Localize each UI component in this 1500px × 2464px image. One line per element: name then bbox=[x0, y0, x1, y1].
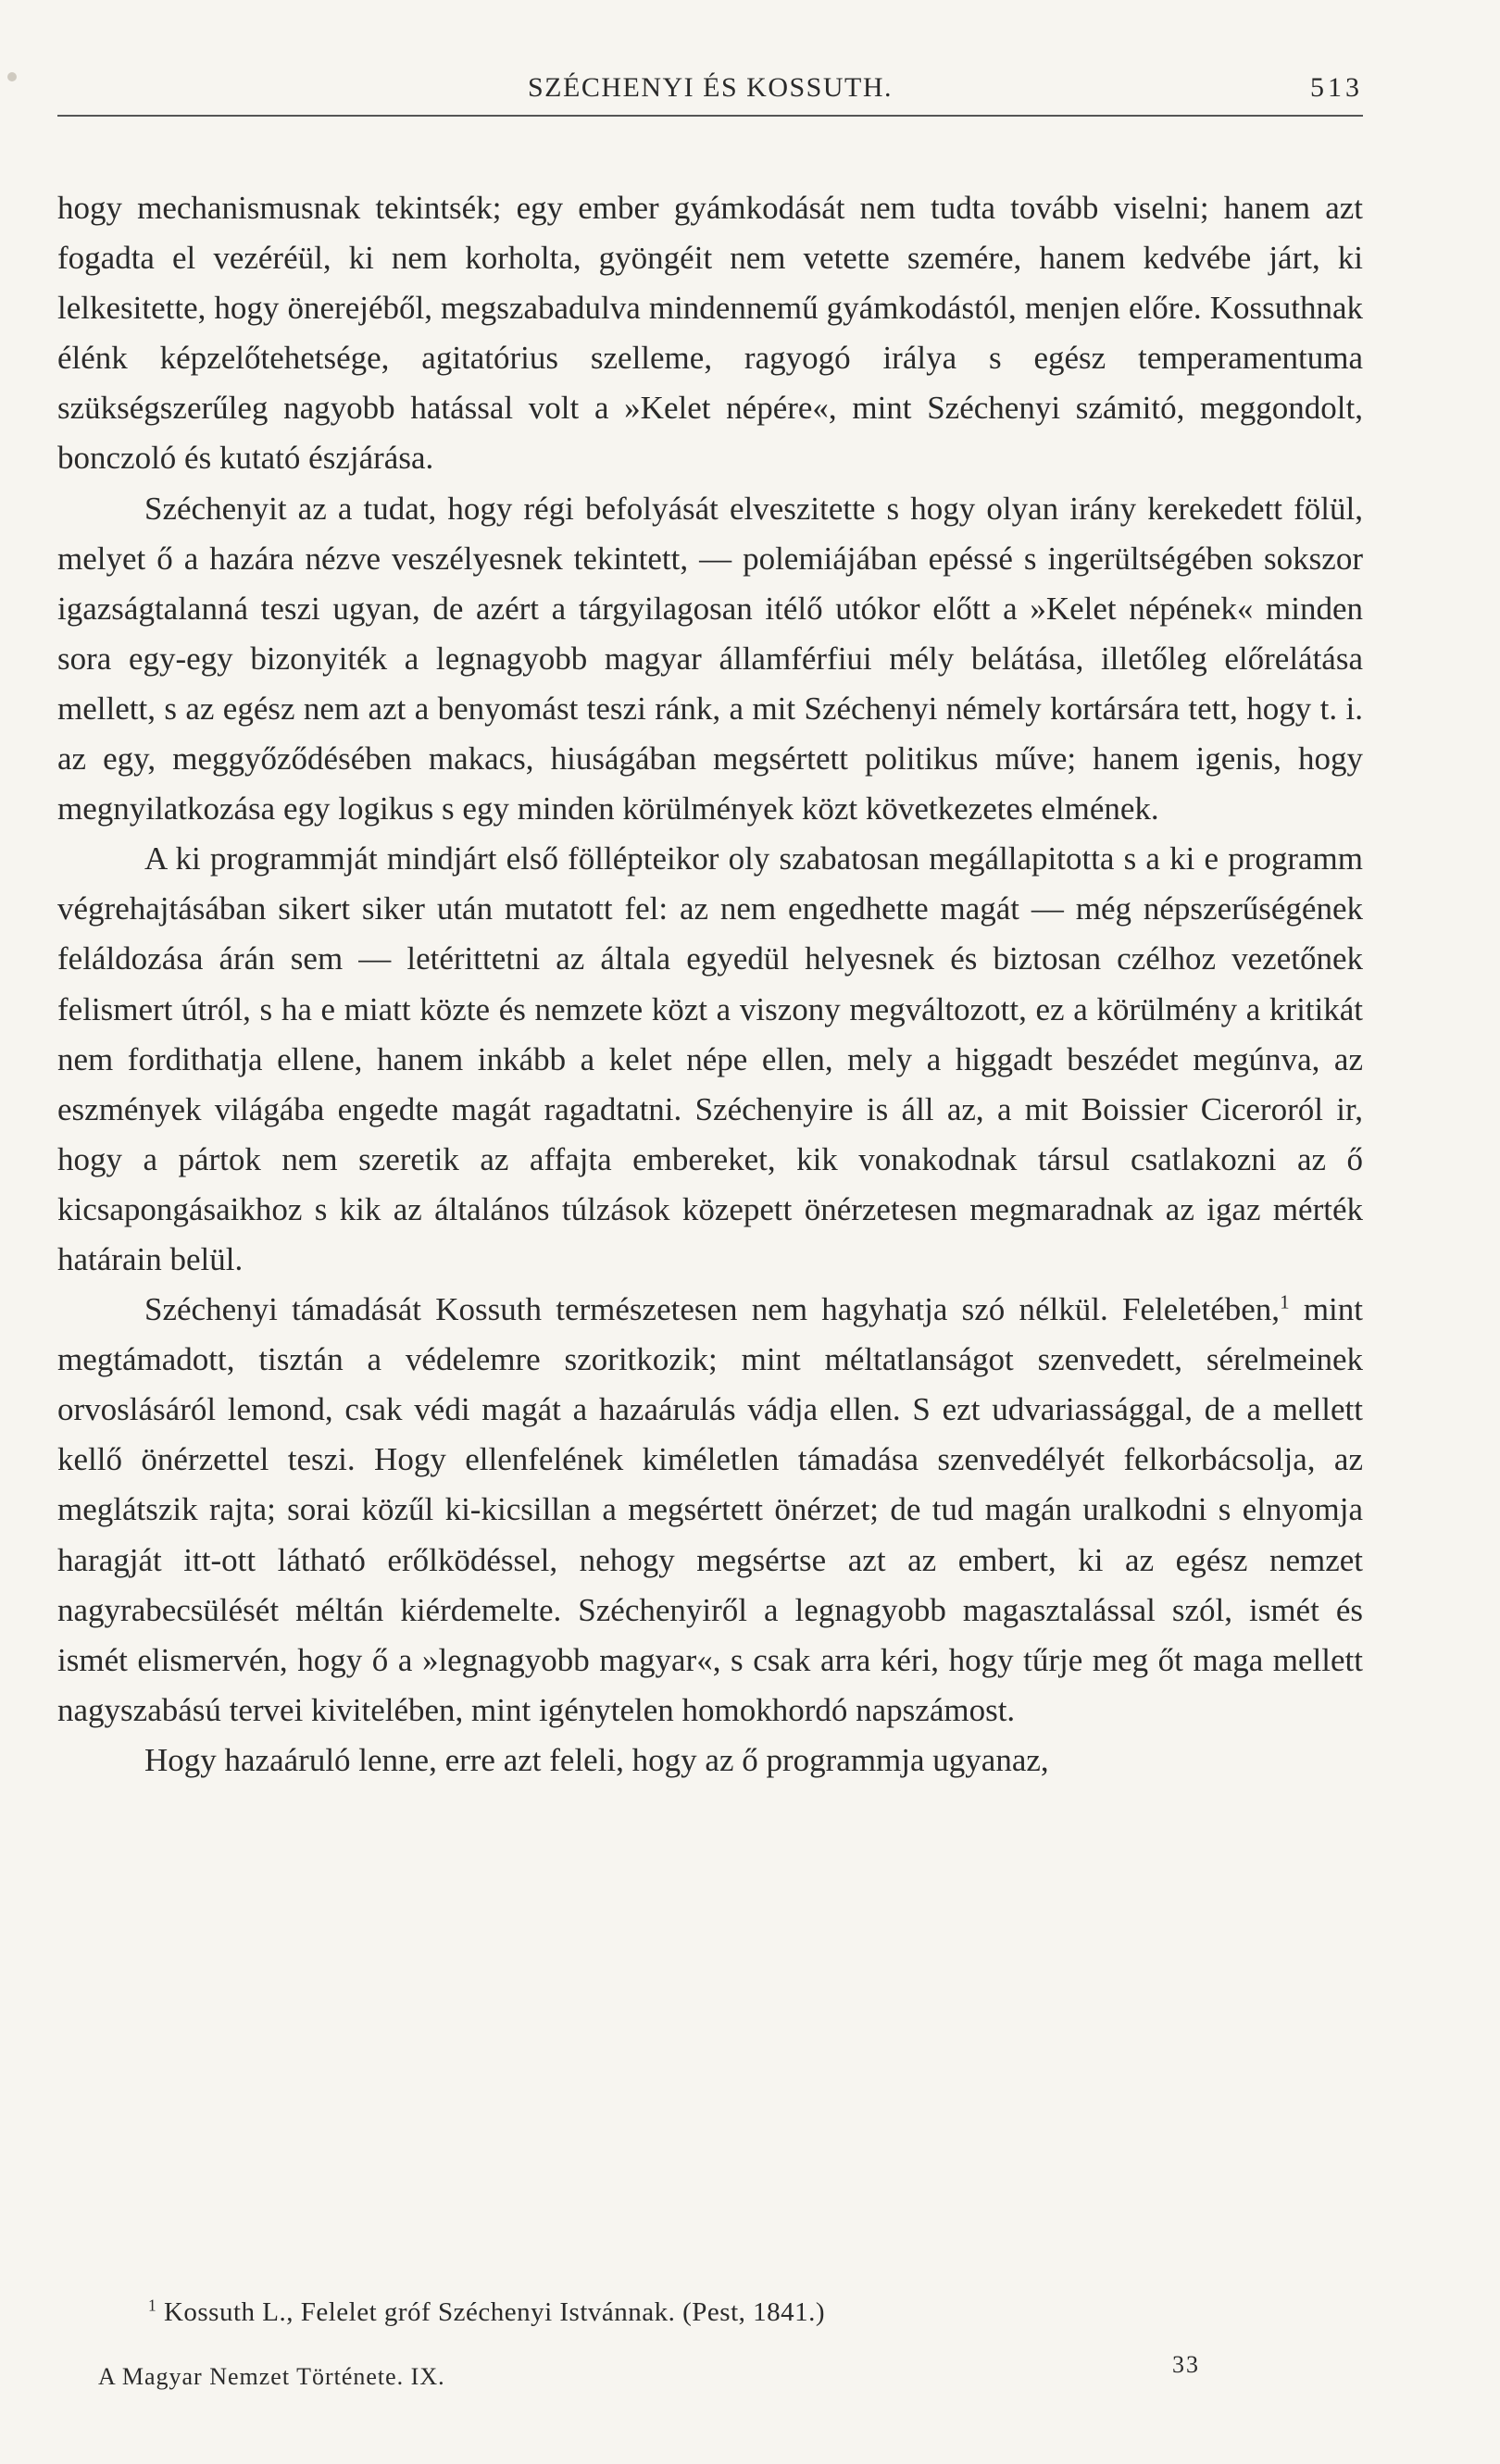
printer-signature: A Magyar Nemzet Története. IX. bbox=[98, 2363, 445, 2390]
paragraph bbox=[57, 1285, 1363, 1736]
body-text bbox=[57, 183, 1363, 1786]
paragraph: A ki programmját mindjárt első föllépteikor oly szabatosan megállapitotta s a ki e programm végrehajtásában sikert siker után mutatott fel: az nem engedhette magát — még népszerűségének feláldozása árán sem — letérittetni az általa egyedül helyesnek és biztosan czélhoz vezetőnek felismert útról, s ha e miatt közte és nemzete közt a viszony megváltozott, ez a körülmény a kritikát nem fordithatja ellene, hanem inkább a kelet népe ellen, mely a higgadt beszédet megúnva, az eszmények világába engedte magát ragadtatni. Széchenyire is áll az, a mit Boissier Ciceroról ir, hogy a pártok nem szeretik az affajta embereket, kik vonakodnak társul csatlakozni az ő kicsapongásaikhoz s kik az általános túlzások közepett önérzetesen megmaradnak az igaz mérték határain belül. bbox=[57, 840, 1363, 1277]
paragraph: Hogy hazaáruló lenne, erre azt feleli, hogy az ő programmja ugyanaz, bbox=[144, 1741, 1049, 1778]
footnote-text: Kossuth L., Felelet gróf Széchenyi Istvánnak. (Pest, 1841.) bbox=[163, 2297, 826, 2327]
footnote bbox=[148, 2296, 1259, 2329]
paragraph: Széchenyit az a tudat, hogy régi befolyását elveszitette s hogy olyan irány kerekedett fölül, melyet ő a hazára nézve veszélyesnek tekintett, — polemiájában epéssé s ingerültségében sokszor igazságtalanná teszi ugyan, de azért a tárgyilagosan itélő utókor előtt a »Kelet népének« minden sora egy-egy bizonyiték a legnagyobb magyar államférfiui mély belátása, illetőleg előrelátása mellett, s az egész nem azt a benyomást teszi ránk, a mit Széchenyi némely kortársára tett, hogy t. i. az egy, meggyőződésében makacs, hiuságában megsértett politikus műve; hanem igenis, hogy megnyilatkozása egy logikus s egy minden körülmények közt következetes elmének. bbox=[57, 490, 1363, 828]
header-rule bbox=[57, 115, 1363, 117]
sheet-number: 33 bbox=[1172, 2351, 1200, 2378]
paragraph-text: Széchenyi támadását Kossuth természetesen nem hagyhatja szó nélkül. Feleletében, bbox=[144, 1291, 1281, 1328]
paragraph: hogy mechanismusnak tekintsék; egy ember gyámkodását nem tudta tovább viselni; hanem azt fogadta el vezéréül, ki nem korholta, gyöngéit nem vetette szemére, hanem kedvébe járt, ki lelkesitette, hogy önerejéből, megszabadulva mindennemű gyámkodástól, menjen előre. Kossuthnak élénk képzelőtehetsége, agitatórius szelleme, ragyogó irálya s egész temperamentuma szükségszerűleg nagyobb hatással volt a »Kelet népére«, mint Széchenyi számitó, meggondolt, bonczoló és kutató észjárása. bbox=[57, 190, 1363, 477]
binding-mark bbox=[7, 72, 17, 81]
running-title: SZÉCHENYI ÉS KOSSUTH. bbox=[527, 72, 894, 103]
footnote-mark: 1 bbox=[148, 2296, 157, 2315]
paragraph-text: mint megtámadott, tisztán a védelemre szoritkozik; mint méltatlanságot szenvedett, sérelmeinek orvoslásáról lemond, csak védi magát a hazaárulás vádja ellen. S ezt udvariassággal, de a mellett kellő önérzettel teszi. Hogy ellenfelének kiméletlen támadása szenvedélyét felkorbácsolja, az meglátszik rajta; sorai közűl ki-kicsillan a megsértett önérzet; de tud magán uralkodni s elnyomja haragját itt-ott látható erőlködéssel, nehogy megsértse azt az embert, ki az egész nemzet nagyrabecsülését méltán kiérdemelte. Széchenyiről a legnagyobb magasztalással szól, ismét és ismét elismervén, hogy ő a »legnagyobb magyar«, s csak arra kéri, hogy tűrje meg őt maga mellett nagyszabású tervei kivitelében, mint igénytelen homokhordó napszámost. bbox=[57, 1291, 1363, 1728]
running-head bbox=[57, 72, 1363, 109]
page-number: 513 bbox=[1310, 72, 1363, 103]
footnote-reference: 1 bbox=[1280, 1290, 1290, 1313]
